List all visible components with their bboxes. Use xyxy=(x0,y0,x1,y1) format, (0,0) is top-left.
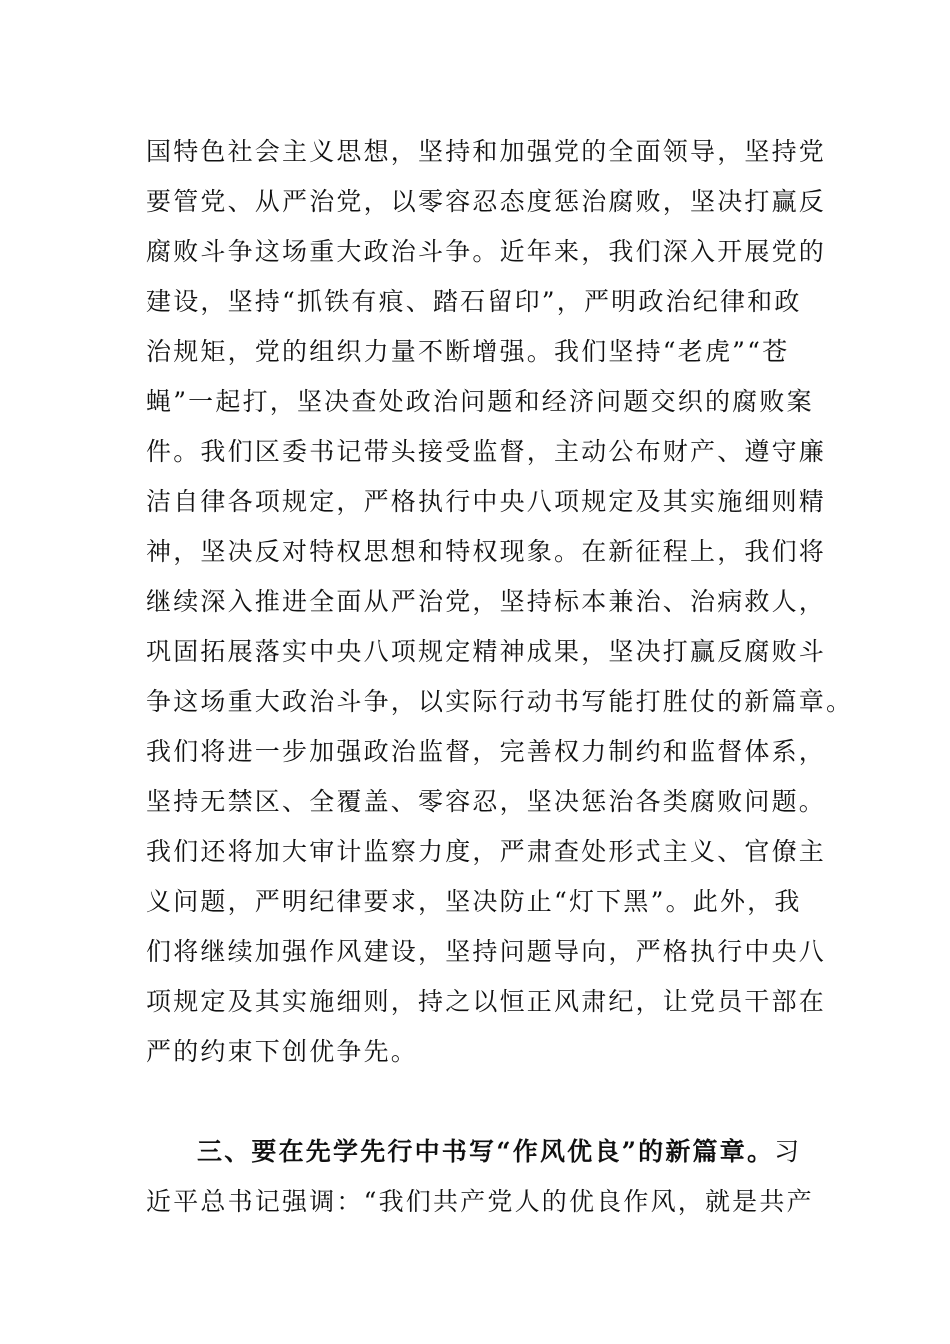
paragraph-line: 争这场重大政治斗争，以实际行动书写能打胜仗的新篇章。 xyxy=(146,687,854,716)
paragraph-line: 洁自律各项规定，严格执行中央八项规定及其实施细则精 xyxy=(146,487,827,516)
paragraph-line: 坚持无禁区、全覆盖、零容忍，坚决惩治各类腐败问题。 xyxy=(146,787,827,816)
paragraph-line: 蝇”一起打，坚决查处政治问题和经济问题交织的腐败案 xyxy=(146,387,814,416)
section-text-start: 习 xyxy=(774,1137,802,1166)
paragraph-line: 严的约束下创优争先。 xyxy=(146,1037,419,1066)
paragraph-line: 我们还将加大审计监察力度，严肃查处形式主义、官僚主 xyxy=(146,837,827,866)
section-heading-line xyxy=(146,1127,806,1177)
paragraph-line: 建设，坚持“抓铁有痕、踏石留印”，严明政治纪律和政 xyxy=(146,287,802,316)
document-body xyxy=(146,127,854,1227)
paragraph-line: 要管党、从严治党，以零容忍态度惩治腐败，坚决打赢反 xyxy=(146,187,827,216)
paragraph-line: 国特色社会主义思想，坚持和加强党的全面领导，坚持党 xyxy=(146,137,827,166)
section-heading: 三、要在先学先行中书写“作风优良”的新篇章。 xyxy=(197,1137,775,1166)
paragraph-line: 治规矩，党的组织力量不断增强。我们坚持“老虎”“苍 xyxy=(146,337,790,366)
paragraph-line: 义问题，严明纪律要求，坚决防止“灯下黑”。此外，我 xyxy=(146,887,802,916)
paragraph-line: 巩固拓展落实中央八项规定精神成果，坚决打赢反腐败斗 xyxy=(146,637,827,666)
paragraph-line: 项规定及其实施细则，持之以恒正风肃纪，让党员干部在 xyxy=(146,987,827,1016)
paragraph-line: 腐败斗争这场重大政治斗争。近年来，我们深入开展党的 xyxy=(146,237,827,266)
paragraph-line: 我们将进一步加强政治监督，完善权力制约和监督体系， xyxy=(146,737,827,766)
paragraph-line: 们将继续加强作风建设，坚持问题导向，严格执行中央八 xyxy=(146,937,827,966)
paragraph-line: 神，坚决反对特权思想和特权现象。在新征程上，我们将 xyxy=(146,537,827,566)
paragraph-line: 继续深入推进全面从严治党，坚持标本兼治、治病救人， xyxy=(146,587,827,616)
paragraph-line: 近平总书记强调：“我们共产党人的优良作风，就是共产 xyxy=(146,1187,814,1216)
paragraph-line: 件。我们区委书记带头接受监督，主动公布财产、遵守廉 xyxy=(146,437,827,466)
paragraph-gap xyxy=(146,1077,806,1127)
